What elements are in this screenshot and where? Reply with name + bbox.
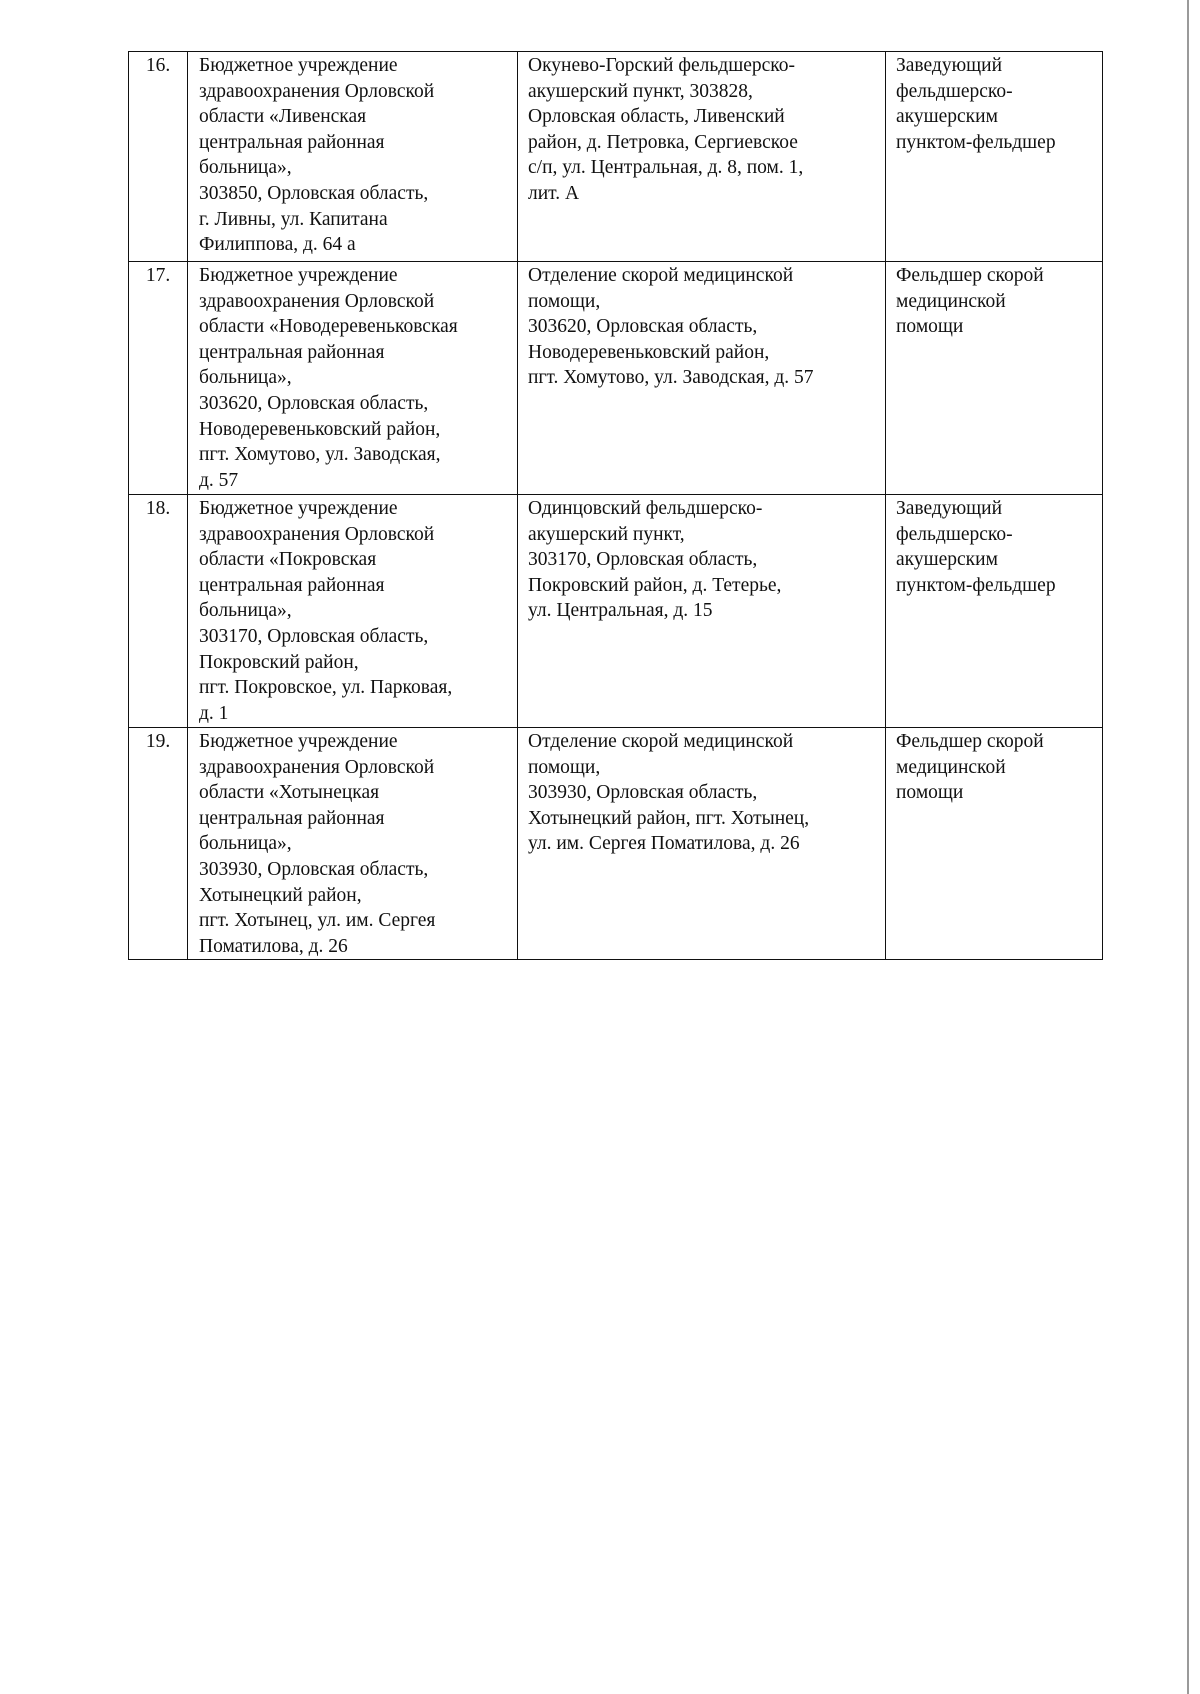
unit-cell <box>518 728 886 960</box>
position-line: медицинской <box>896 756 1006 778</box>
position-cell <box>886 495 1103 728</box>
organization-line: больница», <box>199 833 292 855</box>
institutions-table <box>128 51 1103 960</box>
organization-line: Хотынецкий район, <box>199 884 362 906</box>
unit-line: ул. им. Сергея Поматилова, д. 26 <box>528 833 800 855</box>
position-line: помощи <box>896 782 964 804</box>
organization-line: Бюджетное учреждение <box>199 731 398 752</box>
organization-line: пгт. Хомутово, ул. Заводская, <box>199 444 441 466</box>
organization-line: больница», <box>199 367 292 389</box>
organization-line: центральная районная <box>199 574 385 596</box>
row-number: 16. <box>129 52 188 262</box>
organization-line: больница», <box>199 157 292 179</box>
organization-line: д. 57 <box>199 469 239 491</box>
position-line: медицинской <box>896 290 1006 312</box>
unit-line: акушерский пункт, 303828, <box>528 80 753 102</box>
position-line: Фельдшер скорой <box>896 265 1044 286</box>
organization-line: области «Новодеревеньковская <box>199 316 458 338</box>
position-line: Заведующий <box>896 55 1003 76</box>
scan-edge-line <box>1187 0 1189 1694</box>
unit-line: Орловская область, Ливенский <box>528 106 785 128</box>
row-number: 19. <box>129 728 188 960</box>
unit-line: пгт. Хомутово, ул. Заводская, д. 57 <box>528 367 814 389</box>
organization-cell <box>188 262 518 495</box>
organization-line: 303850, Орловская область, <box>199 182 429 204</box>
organization-cell <box>188 52 518 262</box>
unit-line: акушерский пункт, <box>528 523 685 545</box>
organization-line: здравоохранения Орловской <box>199 523 435 545</box>
position-line: пунктом-фельдшер <box>896 131 1056 153</box>
unit-cell <box>518 52 886 262</box>
organization-line: Поматилова, д. 26 <box>199 935 348 957</box>
unit-line: помощи, <box>528 756 601 778</box>
position-line: фельдшерско- <box>896 80 1013 102</box>
organization-line: области «Хотынецкая <box>199 782 380 804</box>
unit-line: Одинцовский фельдшерско- <box>528 498 763 519</box>
organization-line: Филиппова, д. 64 а <box>199 234 356 256</box>
unit-line: лит. А <box>528 182 580 204</box>
unit-line: Новодеревеньковский район, <box>528 341 770 363</box>
unit-line: 303170, Орловская область, <box>528 549 758 571</box>
table-body <box>129 52 1103 960</box>
unit-line: с/п, ул. Центральная, д. 8, пом. 1, <box>528 157 804 179</box>
organization-cell <box>188 728 518 960</box>
position-line: Заведующий <box>896 498 1003 519</box>
unit-line: Покровский район, д. Тетерье, <box>528 574 782 596</box>
unit-line: Хотынецкий район, пгт. Хотынец, <box>528 807 810 829</box>
position-line: помощи <box>896 316 964 338</box>
position-line: акушерским <box>896 549 998 571</box>
position-line: акушерским <box>896 106 998 128</box>
row-number: 18. <box>129 495 188 728</box>
unit-line: 303930, Орловская область, <box>528 782 758 804</box>
organization-line: г. Ливны, ул. Капитана <box>199 208 388 230</box>
organization-line: центральная районная <box>199 341 385 363</box>
unit-line: Окунево-Горский фельдшерско- <box>528 55 796 76</box>
organization-line: 303930, Орловская область, <box>199 858 429 880</box>
table-row <box>129 52 1103 262</box>
position-cell <box>886 262 1103 495</box>
unit-line: ул. Центральная, д. 15 <box>528 600 713 622</box>
unit-cell <box>518 262 886 495</box>
organization-line: Бюджетное учреждение <box>199 265 398 286</box>
unit-line: 303620, Орловская область, <box>528 316 758 338</box>
table-row <box>129 728 1103 960</box>
organization-line: области «Покровская <box>199 549 377 571</box>
unit-line: район, д. Петровка, Сергиевское <box>528 131 798 153</box>
organization-line: пгт. Покровское, ул. Парковая, <box>199 677 453 699</box>
organization-line: Новодеревеньковский район, <box>199 418 441 440</box>
table-row <box>129 262 1103 495</box>
organization-line: д. 1 <box>199 702 229 724</box>
unit-line: помощи, <box>528 290 601 312</box>
organization-line: 303620, Орловская область, <box>199 392 429 414</box>
row-number: 17. <box>129 262 188 495</box>
organization-line: больница», <box>199 600 292 622</box>
position-line: Фельдшер скорой <box>896 731 1044 752</box>
organization-line: центральная районная <box>199 131 385 153</box>
organization-line: здравоохранения Орловской <box>199 756 435 778</box>
organization-line: центральная районная <box>199 807 385 829</box>
organization-line: 303170, Орловская область, <box>199 625 429 647</box>
position-line: пунктом-фельдшер <box>896 574 1056 596</box>
unit-line: Отделение скорой медицинской <box>528 265 794 286</box>
unit-cell <box>518 495 886 728</box>
organization-line: области «Ливенская <box>199 106 367 128</box>
position-line: фельдшерско- <box>896 523 1013 545</box>
organization-line: Бюджетное учреждение <box>199 55 398 76</box>
position-cell <box>886 728 1103 960</box>
organization-line: Покровский район, <box>199 651 359 673</box>
organization-line: пгт. Хотынец, ул. им. Сергея <box>199 910 436 932</box>
unit-line: Отделение скорой медицинской <box>528 731 794 752</box>
organization-cell <box>188 495 518 728</box>
organization-line: здравоохранения Орловской <box>199 80 435 102</box>
organization-line: Бюджетное учреждение <box>199 498 398 519</box>
table-row <box>129 495 1103 728</box>
organization-line: здравоохранения Орловской <box>199 290 435 312</box>
position-cell <box>886 52 1103 262</box>
